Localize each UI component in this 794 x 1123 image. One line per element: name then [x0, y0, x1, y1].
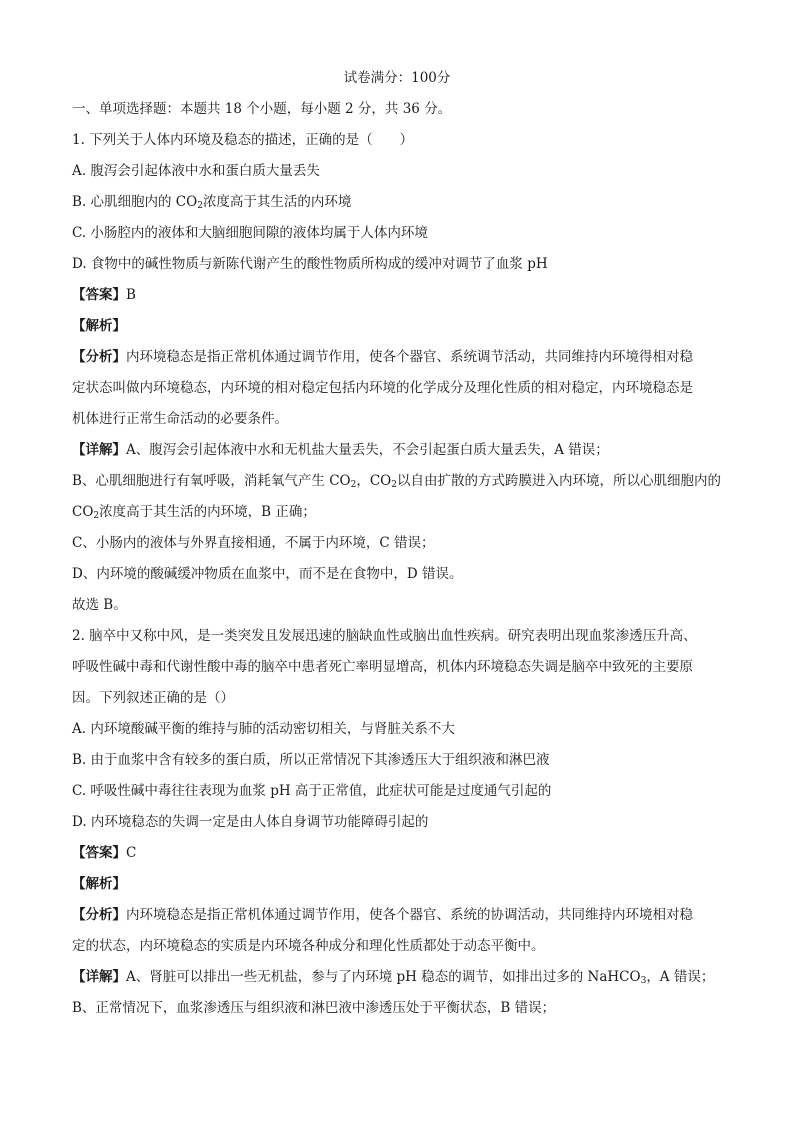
q1-xiangjie-b-line-1: B、心肌细胞进行有氧呼吸，消耗氧气产生 $CO_2$，$CO_2$以自由扩散的方式跨膜进入内环境，所以心肌细胞内的: [72, 473, 721, 490]
q1-fenxi-line-2: 定状态叫做内环境稳态，内环境的相对稳定包括内环境的化学成分及理化性质的相对稳定，内环境稳态是: [72, 380, 693, 396]
q2-option-a: A. 内环境酸碱平衡的维持与肺的活动密切相关，与肾脏关系不大: [72, 721, 455, 737]
q1-xiangjie-a: 【详解】A、腹泻会引起体液中水和无机盐大量丢失，不会引起蛋白质大量丢失，A 错误；: [72, 442, 609, 458]
exam-score-header: 试卷满分：100分: [343, 70, 451, 86]
q1-xiangjie-b-line-2: $CO_2$浓度高于其生活的内环境，B 正确；: [72, 504, 316, 521]
q1-conclusion: 故选 B。: [72, 597, 127, 613]
q2-stem-line-1: 2. 脑卒中又称中风，是一类突发且发展迅速的脑缺血性或脑出血性疾病。研究表明出现血浆渗透压升高、: [72, 628, 697, 644]
q1-option-d: D. 食物中的碱性物质与新陈代谢产生的酸性物质所构成的缓冲对调节了血浆 pH: [72, 256, 548, 272]
q2-xiangjie-a: 【详解】A、肾脏可以排出一些无机盐，参与了内环境 pH 稳态的调节，如排出过多的 NaHCO$_3$，A 错误；: [72, 969, 715, 986]
q1-option-a: A. 腹泻会引起体液中水和蛋白质大量丢失: [72, 163, 320, 179]
q1-option-b: B. 心肌细胞内的 $CO_2$浓度高于其生活的内环境: [72, 194, 352, 211]
q2-stem-line-3: 因。下列叙述正确的是（）: [72, 690, 234, 706]
q2-fenxi-line-2: 定的状态，内环境稳态的实质是内环境各种成分和理化性质都处于动态平衡中。: [72, 938, 545, 954]
q2-xiangjie-b: B、正常情况下，血浆渗透压与组织液和淋巴液中渗透压处于平衡状态，B 错误；: [72, 1000, 556, 1016]
q2-stem-line-2: 呼吸性碱中毒和代谢性酸中毒的脑卒中患者死亡率明显增高，机体内环境稳态失调是脑卒中致死的主要原: [72, 659, 693, 675]
q1-analysis-heading: 【解析】: [72, 318, 126, 334]
q1-xiangjie-d: D、内环境的酸碱缓冲物质在血浆中，而不是在食物中，D 错误。: [72, 566, 463, 582]
section-title: 一、单项选择题：本题共 18 个小题，每小题 2 分，共 36 分。: [72, 101, 452, 117]
q2-option-d: D. 内环境稳态的失调一定是由人体自身调节功能障碍引起的: [72, 814, 429, 830]
q1-answer: 【答案】B: [72, 287, 136, 303]
q1-xiangjie-c: C、小肠内的液体与外界直接相通，不属于内环境，C 错误；: [72, 535, 435, 551]
q1-stem: 1. 下列关于人体内环境及稳态的描述，正确的是（ ）: [72, 132, 414, 148]
q2-option-b: B. 由于血浆中含有较多的蛋白质，所以正常情况下其渗透压大于组织液和淋巴液: [72, 752, 550, 768]
q2-option-c: C. 呼吸性碱中毒往往表现为血浆 pH 高于正常值，此症状可能是过度通气引起的: [72, 783, 552, 799]
q1-option-c: C. 小肠腔内的液体和大脑细胞间隙的液体均属于人体内环境: [72, 225, 428, 241]
q1-fenxi-line-1: 【分析】内环境稳态是指正常机体通过调节作用，使各个器官、系统调节活动，共同维持内环境得相对稳: [72, 349, 693, 365]
q2-fenxi-line-1: 【分析】内环境稳态是指正常机体通过调节作用，使各个器官、系统的协调活动，共同维持内环境相对稳: [72, 907, 693, 923]
q1-fenxi-line-3: 机体进行正常生命活动的必要条件。: [72, 411, 288, 427]
q2-answer: 【答案】C: [72, 845, 137, 861]
q2-analysis-heading: 【解析】: [72, 876, 126, 892]
